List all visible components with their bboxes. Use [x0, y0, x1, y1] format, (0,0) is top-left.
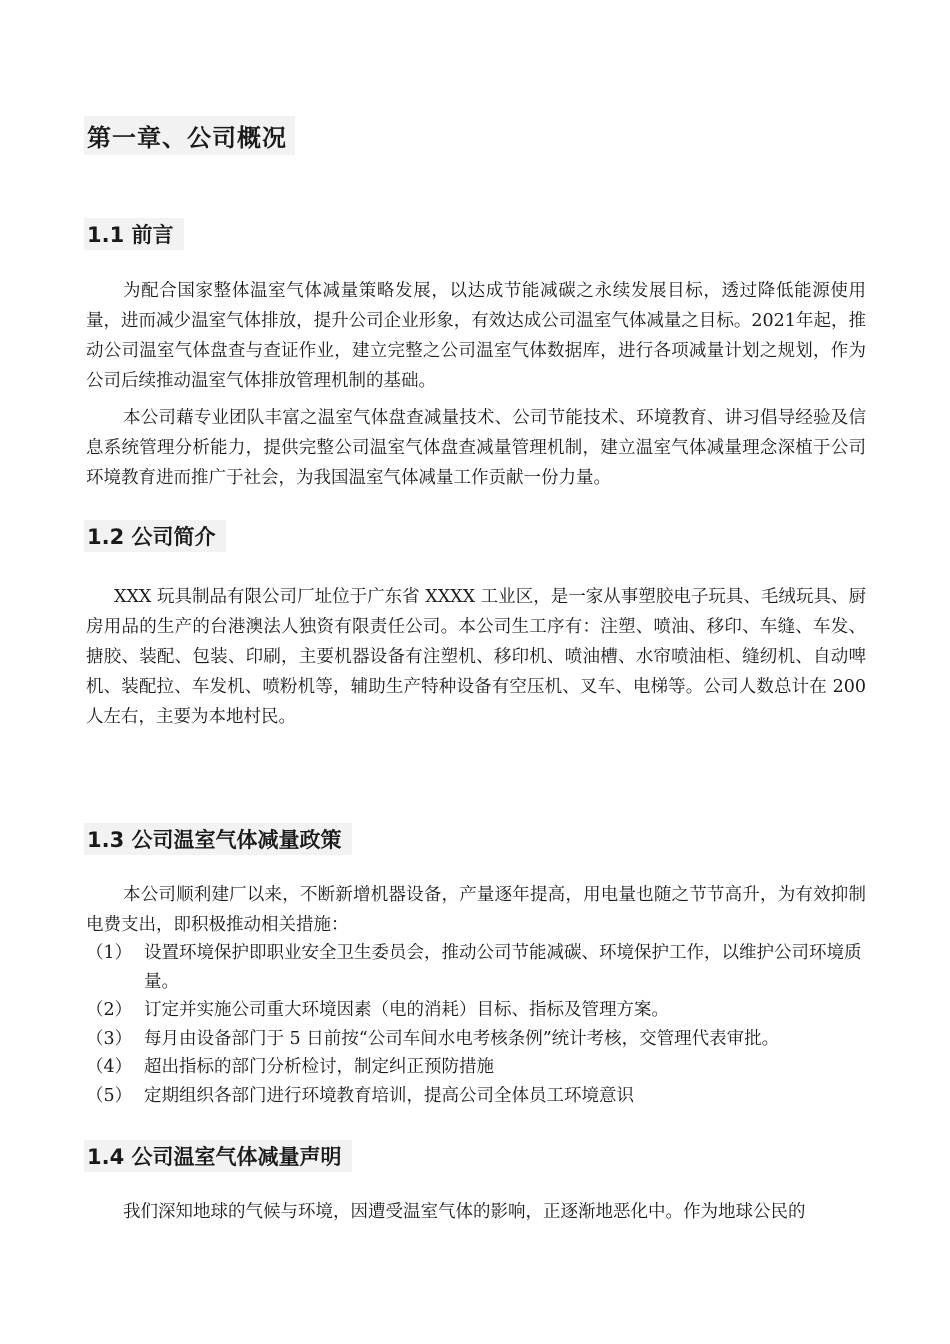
list-item: （4） 超出指标的部门分析检讨，制定纠正预防措施 [86, 1057, 494, 1077]
list-item: （5） 定期组织各部门进行环境教育培训，提高公司全体员工环境意识 [86, 1085, 634, 1106]
section-heading-1-2: 1.2 公司简介 [84, 520, 226, 552]
policy-list [86, 939, 866, 1110]
paragraph-1-2: XXX 玩具制品有限公司厂址位于广东省 XXXX 工业区，是一家从事塑胶电子玩具、毛绒玩具、厨房用品的生产的台港澳法人独资有限责任公司。本公司生工序有：注塑、喷油、移印、车缝、车发、搪胶、装配、包装、印刷，主要机器设备有注塑机、移印机、喷油槽、水帘喷油柜、缝纫机、自动啤机、装配拉、车发机、喷粉机等，辅助生产特种设备有空压机、叉车、电梯等。公司人数总计在 200 人左右，主要为本地村民。 [86, 587, 866, 727]
paragraph-1-1-a: 为配合国家整体温室气体减量策略发展，以达成节能减碳之永续发展目标，透过降低能源使用量，进而减少温室气体排放，提升公司企业形象，有效达成公司温室气体减量之目标。2021年起，推动公司温室气体盘查与查证作业，建立完整之公司温室气体数据库，进行各项减量计划之规划，作为公司后续推动温室气体排放管理机制的基础。 [86, 281, 866, 391]
list-item: （1） 设置环境保护即职业安全卫生委员会，推动公司节能减碳、环境保护工作，以维护公司环境质量。 [86, 943, 862, 992]
paragraph-1-1-b: 本公司藉专业团队丰富之温室气体盘查减量技术、公司节能技术、环境教育、讲习倡导经验及信息系统管理分析能力，提供完整公司温室气体盘查减量管理机制，建立温室气体减量理念深植于公司环境教育进而推广于社会，为我国温室气体减量工作贡献一份力量。 [86, 408, 866, 488]
list-item: （3） 每月由设备部门于 5 日前按“公司车间水电考核条例”统计考核，交管理代表审批。 [86, 1028, 780, 1049]
section-heading-1-3: 1.3 公司温室气体减量政策 [84, 823, 352, 855]
chapter-title: 第一章、公司概况 [84, 116, 295, 155]
list-item: （2） 订定并实施公司重大环境因素（电的消耗）目标、指标及管理方案。 [86, 1000, 669, 1020]
section-heading-1-4: 1.4 公司温室气体减量声明 [84, 1140, 352, 1172]
paragraph-1-4: 我们深知地球的气候与环境，因遭受温室气体的影响，正逐渐地恶化中。作为地球公民的 [123, 1202, 806, 1222]
paragraph-1-3: 本公司顺利建厂以来，不断新增机器设备，产量逐年提高，用电量也随之节节高升，为有效抑制电费支出，即积极推动相关措施： [86, 885, 866, 935]
section-heading-1-1: 1.1 前言 [84, 218, 184, 250]
